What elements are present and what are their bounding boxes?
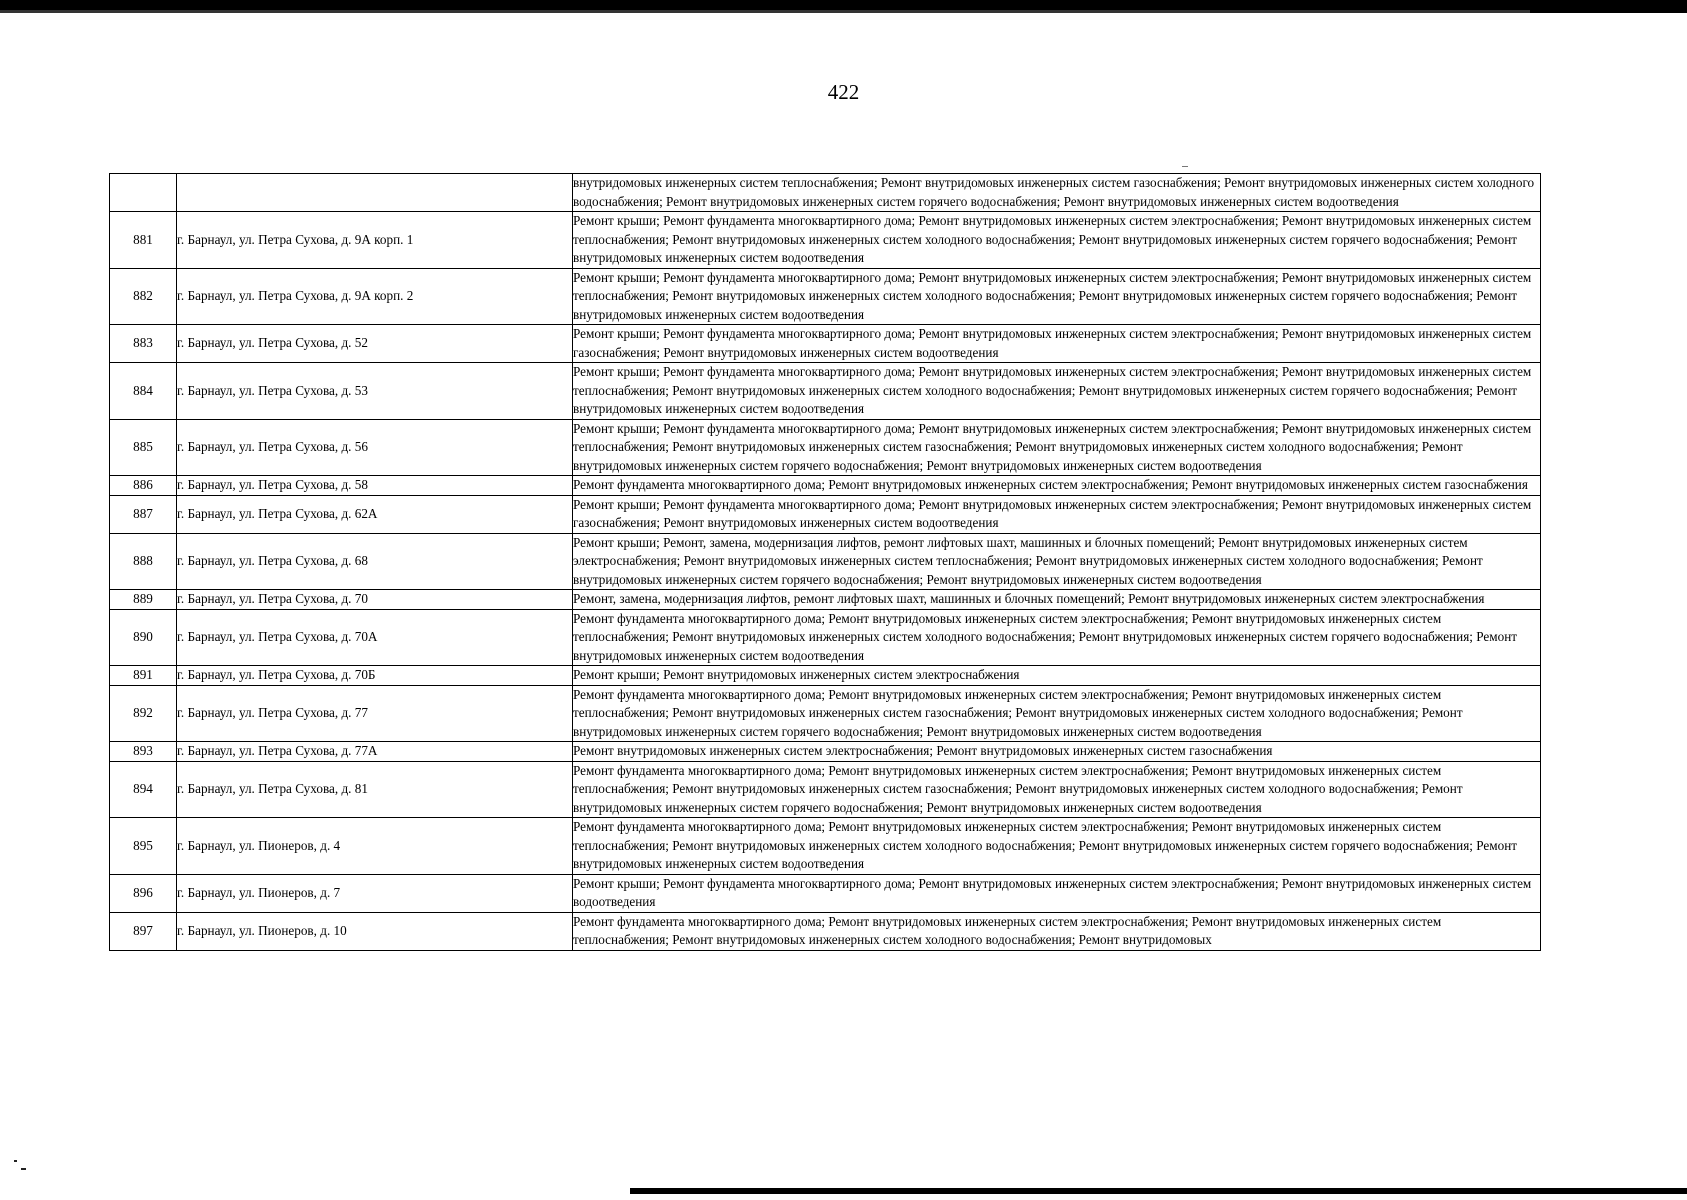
row-number: 885 [110,419,177,476]
row-number: 894 [110,761,177,818]
table-row [110,742,1541,762]
row-address: г. Барнаул, ул. Петра Сухова, д. 62А [177,495,573,533]
table-row [110,363,1541,420]
row-address: г. Барнаул, ул. Петра Сухова, д. 68 [177,533,573,590]
row-works: внутридомовых инженерных систем теплоснабжения; Ремонт внутридомовых инженерных систем газоснабжения; Ремонт внутридомовых инженерных систем холодного водоснабжения; Ремонт внутридомовых инженерных систем горячего водоснабжения; Ремонт внутридомовых инженерных систем водоотведения [573,174,1541,212]
registry-body [110,174,1541,951]
row-number: 897 [110,912,177,950]
row-works: Ремонт фундамента многоквартирного дома; Ремонт внутридомовых инженерных систем электроснабжения; Ремонт внутридомовых инженерных систем теплоснабжения; Ремонт внутридомовых инженерных систем холодного водоснабжения; Ремонт внутридомовых инженерных систем горячего водоснабжения; Ремонт внутридомовых инженерных систем водоотведения [573,818,1541,875]
row-number: 882 [110,268,177,325]
row-number: 883 [110,325,177,363]
scan-speck [1182,166,1188,167]
row-number: 889 [110,590,177,610]
table-row [110,325,1541,363]
table-row [110,912,1541,950]
row-number: 886 [110,476,177,496]
scan-border-top-shadow [0,10,1530,13]
table-row [110,761,1541,818]
row-address: г. Барнаул, ул. Пионеров, д. 10 [177,912,573,950]
row-number: 896 [110,874,177,912]
scan-speck [21,1168,26,1170]
row-works: Ремонт крыши; Ремонт фундамента многоквартирного дома; Ремонт внутридомовых инженерных систем электроснабжения; Ремонт внутридомовых инженерных систем газоснабжения; Ремонт внутридомовых инженерных систем водоотведения [573,325,1541,363]
row-works: Ремонт крыши; Ремонт фундамента многоквартирного дома; Ремонт внутридомовых инженерных систем электроснабжения; Ремонт внутридомовых инженерных систем водоотведения [573,874,1541,912]
row-works: Ремонт крыши; Ремонт внутридомовых инженерных систем электроснабжения [573,666,1541,686]
row-address: г. Барнаул, ул. Петра Сухова, д. 77 [177,685,573,742]
table-row [110,419,1541,476]
row-number: 887 [110,495,177,533]
row-address: г. Барнаул, ул. Петра Сухова, д. 56 [177,419,573,476]
table-row [110,685,1541,742]
page-number: 422 [827,80,860,104]
table-row [110,268,1541,325]
row-address: г. Барнаул, ул. Петра Сухова, д. 81 [177,761,573,818]
row-address: г. Барнаул, ул. Петра Сухова, д. 58 [177,476,573,496]
row-works: Ремонт крыши; Ремонт фундамента многоквартирного дома; Ремонт внутридомовых инженерных систем электроснабжения; Ремонт внутридомовых инженерных систем теплоснабжения; Ремонт внутридомовых инженерных систем холодного водоснабжения; Ремонт внутридомовых инженерных систем горячего водоснабжения; Ремонт внутридомовых инженерных систем водоотведения [573,363,1541,420]
repair-registry-table [109,173,1541,951]
table-row [110,609,1541,666]
table-row [110,212,1541,269]
row-number [110,174,177,212]
row-number: 881 [110,212,177,269]
row-works: Ремонт фундамента многоквартирного дома; Ремонт внутридомовых инженерных систем электроснабжения; Ремонт внутридомовых инженерных систем теплоснабжения; Ремонт внутридомовых инженерных систем газоснабжения; Ремонт внутридомовых инженерных систем холодного водоснабжения; Ремонт внутридомовых инженерных систем горячего водоснабжения; Ремонт внутридомовых инженерных систем водоотведения [573,761,1541,818]
row-works: Ремонт крыши; Ремонт фундамента многоквартирного дома; Ремонт внутридомовых инженерных систем электроснабжения; Ремонт внутридомовых инженерных систем теплоснабжения; Ремонт внутридомовых инженерных систем газоснабжения; Ремонт внутридомовых инженерных систем холодного водоснабжения; Ремонт внутридомовых инженерных систем горячего водоснабжения; Ремонт внутридомовых инженерных систем водоотведения [573,419,1541,476]
row-address: г. Барнаул, ул. Петра Сухова, д. 9А корп. 2 [177,268,573,325]
row-number: 895 [110,818,177,875]
row-works: Ремонт, замена, модернизация лифтов, ремонт лифтовых шахт, машинных и блочных помещений; Ремонт внутридомовых инженерных систем электроснабжения [573,590,1541,610]
row-address: г. Барнаул, ул. Петра Сухова, д. 52 [177,325,573,363]
scan-border-bottom [630,1188,1687,1194]
row-works [573,912,1541,950]
row-works: Ремонт крыши; Ремонт фундамента многоквартирного дома; Ремонт внутридомовых инженерных систем электроснабжения; Ремонт внутридомовых инженерных систем теплоснабжения; Ремонт внутридомовых инженерных систем холодного водоснабжения; Ремонт внутридомовых инженерных систем горячего водоснабжения; Ремонт внутридомовых инженерных систем водоотведения [573,268,1541,325]
row-address: г. Барнаул, ул. Петра Сухова, д. 77А [177,742,573,762]
row-address: г. Барнаул, ул. Петра Сухова, д. 70Б [177,666,573,686]
row-works-text: Ремонт фундамента многоквартирного дома; Ремонт внутридомовых инженерных систем электроснабжения; Ремонт внутридомовых инженерных систем теплоснабжения; Ремонт внутридомовых инженерных систем холодного водоснабжения; Ремонт внутридомовых [573,913,1442,947]
table-row [110,533,1541,590]
row-number: 891 [110,666,177,686]
table-row [110,476,1541,496]
row-works: Ремонт крыши; Ремонт, замена, модернизация лифтов, ремонт лифтовых шахт, машинных и блочных помещений; Ремонт внутридомовых инженерных систем электроснабжения; Ремонт внутридомовых инженерных систем теплоснабжения; Ремонт внутридомовых инженерных систем холодного водоснабжения; Ремонт внутридомовых инженерных систем горячего водоснабжения; Ремонт внутридомовых инженерных систем водоотведения [573,533,1541,590]
table-row [110,818,1541,875]
row-number: 888 [110,533,177,590]
row-works: Ремонт фундамента многоквартирного дома; Ремонт внутридомовых инженерных систем электроснабжения; Ремонт внутридомовых инженерных систем теплоснабжения; Ремонт внутридомовых инженерных систем газоснабжения; Ремонт внутридомовых инженерных систем холодного водоснабжения; Ремонт внутридомовых инженерных систем горячего водоснабжения; Ремонт внутридомовых инженерных систем водоотведения [573,685,1541,742]
row-address [177,174,573,212]
row-works: Ремонт фундамента многоквартирного дома; Ремонт внутридомовых инженерных систем электроснабжения; Ремонт внутридомовых инженерных систем теплоснабжения; Ремонт внутридомовых инженерных систем холодного водоснабжения; Ремонт внутридомовых инженерных систем горячего водоснабжения; Ремонт внутридомовых инженерных систем водоотведения [573,609,1541,666]
table-row [110,590,1541,610]
row-address: г. Барнаул, ул. Петра Сухова, д. 9А корп. 1 [177,212,573,269]
continuation-row [110,174,1541,212]
row-address: г. Барнаул, ул. Пионеров, д. 4 [177,818,573,875]
row-number: 893 [110,742,177,762]
scan-speck [14,1160,17,1162]
row-works: Ремонт фундамента многоквартирного дома; Ремонт внутридомовых инженерных систем электроснабжения; Ремонт внутридомовых инженерных систем газоснабжения [573,476,1541,496]
table-row [110,495,1541,533]
row-works: Ремонт крыши; Ремонт фундамента многоквартирного дома; Ремонт внутридомовых инженерных систем электроснабжения; Ремонт внутридомовых инженерных систем теплоснабжения; Ремонт внутридомовых инженерных систем холодного водоснабжения; Ремонт внутридомовых инженерных систем горячего водоснабжения; Ремонт внутридомовых инженерных систем водоотведения [573,212,1541,269]
row-number: 892 [110,685,177,742]
row-address: г. Барнаул, ул. Петра Сухова, д. 70А [177,609,573,666]
row-works: Ремонт внутридомовых инженерных систем электроснабжения; Ремонт внутридомовых инженерных систем газоснабжения [573,742,1541,762]
row-address: г. Барнаул, ул. Петра Сухова, д. 53 [177,363,573,420]
row-number: 884 [110,363,177,420]
row-address: г. Барнаул, ул. Петра Сухова, д. 70 [177,590,573,610]
table-row [110,666,1541,686]
table-row [110,874,1541,912]
row-works: Ремонт крыши; Ремонт фундамента многоквартирного дома; Ремонт внутридомовых инженерных систем электроснабжения; Ремонт внутридомовых инженерных систем газоснабжения; Ремонт внутридомовых инженерных систем водоотведения [573,495,1541,533]
row-address: г. Барнаул, ул. Пионеров, д. 7 [177,874,573,912]
row-number: 890 [110,609,177,666]
